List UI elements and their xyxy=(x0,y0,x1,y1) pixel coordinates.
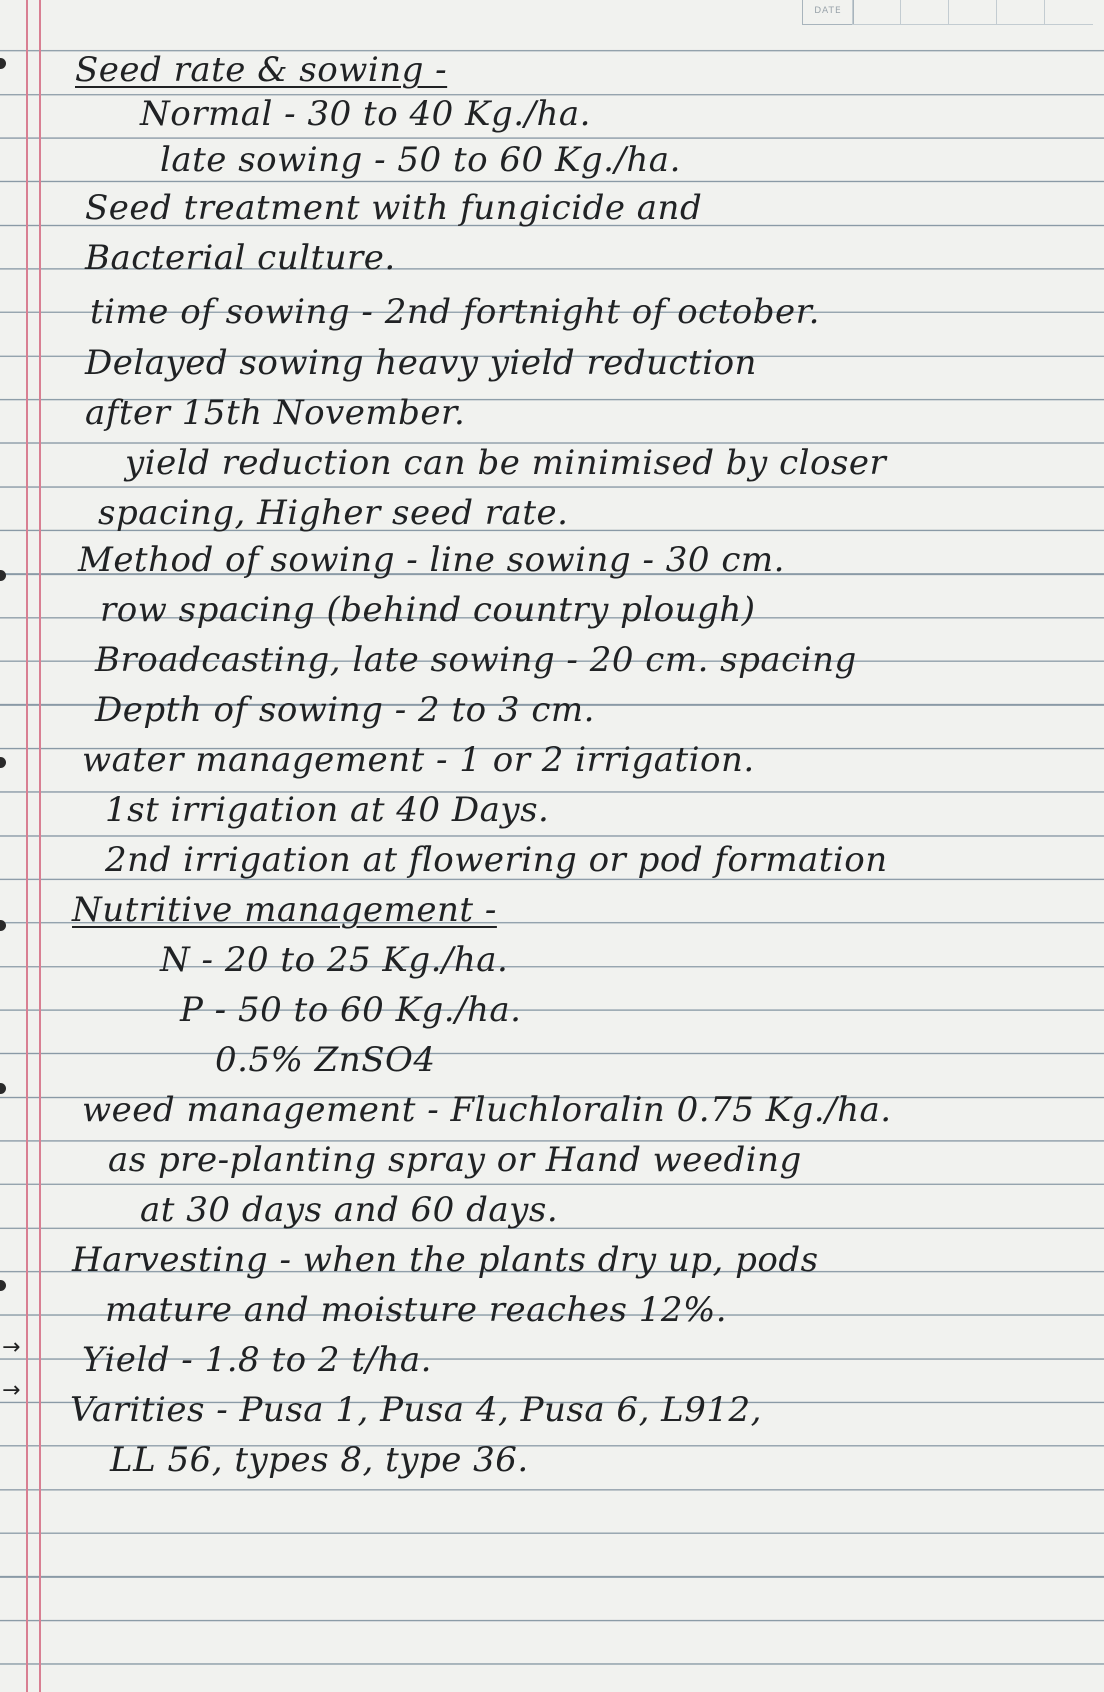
note-line: at 30 days and 60 days. xyxy=(140,1190,559,1230)
arrow-mark: → xyxy=(2,1335,21,1360)
note-line: N - 20 to 25 Kg./ha. xyxy=(160,940,509,980)
date-cell xyxy=(900,0,949,25)
note-line: weed management - Fluchloralin 0.75 Kg./ha. xyxy=(82,1090,892,1130)
heading-nutritive: Nutritive management - xyxy=(72,890,497,930)
note-line: yield reduction can be minimised by closer xyxy=(125,443,887,483)
note-line: Broadcasting, late sowing - 20 cm. spacing xyxy=(95,640,857,680)
note-line: after 15th November. xyxy=(85,393,466,433)
binder-hole xyxy=(0,1280,6,1291)
note-line: Yield - 1.8 to 2 t/ha. xyxy=(82,1340,432,1380)
binder-hole xyxy=(0,58,6,69)
note-line: late sowing - 50 to 60 Kg./ha. xyxy=(160,140,681,180)
note-line: Varities - Pusa 1, Pusa 4, Pusa 6, L912, xyxy=(70,1390,762,1430)
arrow-mark: → xyxy=(2,1378,21,1403)
heading-seed-rate: Seed rate & sowing - xyxy=(75,50,448,90)
note-line: Harvesting - when the plants dry up, pods xyxy=(72,1240,819,1280)
binder-hole xyxy=(0,570,6,581)
note-line: Normal - 30 to 40 Kg./ha. xyxy=(140,94,591,134)
date-cell xyxy=(852,0,901,25)
note-line: 1st irrigation at 40 Days. xyxy=(105,790,550,830)
note-line: time of sowing - 2nd fortnight of october. xyxy=(90,292,820,332)
binder-hole xyxy=(0,757,6,768)
note-line: Method of sowing - line sowing - 30 cm. xyxy=(78,540,785,580)
note-line: LL 56, types 8, type 36. xyxy=(110,1440,529,1480)
note-line: mature and moisture reaches 12%. xyxy=(105,1290,728,1330)
binder-hole xyxy=(0,920,6,931)
binder-hole xyxy=(0,1083,6,1094)
margin-line-left xyxy=(26,0,28,1692)
note-line: as pre-planting spray or Hand weeding xyxy=(108,1140,802,1180)
date-cell xyxy=(948,0,997,25)
note-line: P - 50 to 60 Kg./ha. xyxy=(180,990,522,1030)
note-line: 0.5% ZnSO4 xyxy=(215,1040,436,1080)
note-line: row spacing (behind country plough) xyxy=(100,590,756,630)
date-cell xyxy=(996,0,1045,25)
margin-line-right xyxy=(39,0,41,1692)
date-box: DATE xyxy=(802,0,854,25)
note-line: Seed treatment with fungicide and xyxy=(85,188,703,228)
note-line: Bacterial culture. xyxy=(85,238,396,278)
note-line: water management - 1 or 2 irrigation. xyxy=(82,740,755,780)
date-cell xyxy=(1044,0,1093,25)
note-line: 2nd irrigation at flowering or pod formation xyxy=(105,840,888,880)
note-line: Depth of sowing - 2 to 3 cm. xyxy=(95,690,595,730)
note-line: spacing, Higher seed rate. xyxy=(98,493,569,533)
note-line: Delayed sowing heavy yield reduction xyxy=(85,343,757,383)
